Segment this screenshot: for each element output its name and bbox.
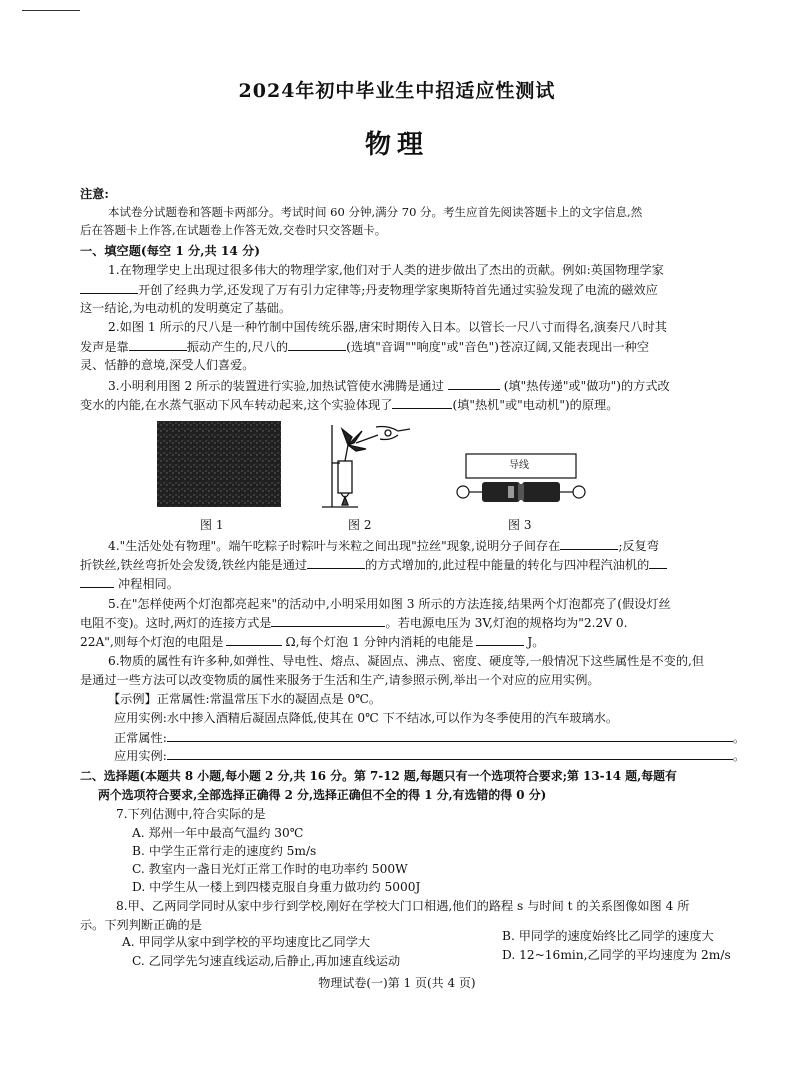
q8-option-b[interactable]: B. 甲同学的速度始终比乙同学的速度大: [502, 929, 714, 943]
q7-option-a[interactable]: A. 郑州一年中最高气温约 30℃: [132, 826, 304, 840]
q8-stem-1: 8.甲、乙两同学同时从家中步行到学校,刚好在学校大门口相遇,他们的路程 s 与时间 t 的关系图像如图 4 所: [116, 899, 690, 913]
q3-line-1: 3.小明利用图 2 所示的装置进行实验,加热试管使水沸腾是通过 (填"热传递"或"做功")的方式改: [108, 379, 670, 393]
q6-application-blank[interactable]: [167, 747, 733, 760]
figure-1-caption: 图 1: [200, 518, 224, 532]
q1-line-3: 这一结论,为电动机的发明奠定了基础。: [80, 301, 292, 315]
q8-option-a[interactable]: A. 甲同学从家中到学校的平均速度比乙同学大: [122, 935, 371, 949]
q5-blank-2[interactable]: [226, 633, 282, 646]
q3-line-2: 变水的内能,在水蒸气驱动下风车转动起来,这个实验体现了 (填"热机"或"电动机")的原理。: [80, 398, 619, 412]
q2-line-2: 发声是靠 振动产生的,尺八的 (选填"音调""响度"或"音色")苍凉辽阔,又能表现出一种空: [80, 340, 650, 354]
q4-blank-3[interactable]: [649, 556, 667, 569]
q5-blank-1[interactable]: [271, 614, 385, 627]
q7-stem: 7.下列估测中,符合实际的是: [116, 807, 266, 821]
q2-blank-2[interactable]: [288, 338, 346, 351]
q1-blank-1[interactable]: [80, 281, 138, 294]
subject-title: 物理: [364, 130, 429, 160]
q4-line-3: 冲程相同。: [80, 575, 179, 592]
q5-line-2: 电阻不变)。这时,两灯的连接方式是 。若电源电压为 3V,灯泡的规格均为"2.2V 0.: [80, 616, 628, 630]
q6-answer-application: 应用实例: 。: [114, 749, 746, 763]
section-2-heading-1: 二、选择题(本题共 8 小题,每小题 2 分,共 16 分。第 7-12 题,每题只有一个选项符合要求;第 13-14 题,每题有: [80, 769, 677, 783]
q2-line-1: 2.如图 1 所示的尺八是一种竹制中国传统乐器,唐宋时期传入日本。以管长一尺八寸而得名,演奏尺八时其: [108, 320, 667, 334]
section-2-heading-2: 两个选项符合要求,全部选择正确得 2 分,选择正确但不全的得 1 分,有选错的得 0 分): [98, 788, 547, 802]
q7-option-d[interactable]: D. 中学生从一楼上到四楼克服自身重力做功约 5000J: [132, 880, 421, 894]
q3-blank-2[interactable]: [392, 396, 452, 409]
q7-option-c[interactable]: C. 教室内一盏日光灯正常工作时的电功率约 500W: [132, 862, 408, 876]
q1-line-1: 1.在物理学史上出现过很多伟大的物理学家,他们对于人类的进步做出了杰出的贡献。例如:英国物理学家: [108, 263, 664, 277]
q5-blank-3[interactable]: [476, 633, 524, 646]
q6-line-1: 6.物质的属性有许多种,如弹性、导电性、熔点、凝固点、沸点、密度、硬度等,一般情况下这些属性是不变的,但: [108, 654, 705, 668]
q6-example-application: 应用实例:水中掺入酒精后凝固点降低,使其在 0℃ 下不结冰,可以作为冬季使用的汽车玻璃水。: [114, 711, 619, 725]
q6-example-property: 【示例】正常属性:常温常压下水的凝固点是 0℃。: [108, 692, 382, 706]
q8-option-c[interactable]: C. 乙同学先匀速直线运动,后静止,再加速直线运动: [132, 954, 401, 968]
q6-line-2: 是通过一些方法可以改变物质的属性来服务于生活和生产,请参照示例,举出一个对应的应用实例。: [80, 673, 600, 687]
q4-line-1: 4."生活处处有物理"。端午吃粽子时粽叶与米粒之间出现"拉丝"现象,说明分子间存在 ;反复弯: [108, 539, 659, 553]
q4-blank-2[interactable]: [307, 556, 365, 569]
q4-line-2: 折铁丝,铁丝弯折处会发烫,铁丝内能是通过 的方式增加的,此过程中能量的转化与四冲程汽油机的: [80, 556, 667, 573]
q8-option-d[interactable]: D. 12~16min,乙同学的平均速度为 2m/s: [502, 948, 731, 962]
notice-label: 注意:: [80, 187, 109, 201]
q6-answer-property: 正常属性: 。: [114, 731, 746, 745]
q1-line-2: 开创了经典力学,还发现了万有引力定律等;丹麦物理学家奥斯特首先通过实验发现了电流的磁效应: [80, 281, 658, 298]
q7-option-b[interactable]: B. 中学生正常行走的速度约 5m/s: [132, 844, 317, 858]
figure-2-caption: 图 2: [348, 518, 372, 532]
exam-title: 2024年初中毕业生中招适应性测试: [238, 80, 556, 102]
section-1-heading: 一、填空题(每空 1 分,共 14 分): [80, 244, 261, 258]
q2-line-3: 灵、恬静的意境,深受人们喜爱。: [80, 358, 255, 372]
figure-3-wire-label: 导线: [509, 460, 529, 471]
q5-line-3: 22A",则每个灯泡的电阻是 Ω,每个灯泡 1 分钟内消耗的电能是 J。: [80, 635, 545, 649]
q5-line-1: 5.在"怎样使两个灯泡都亮起来"的活动中,小明采用如图 3 所示的方法连接,结果两个灯泡都亮了(假设灯丝: [108, 597, 671, 611]
notice-line-2: 后在答题卡上作答,在试题卷上作答无效,交卷时只交答题卡。: [80, 223, 387, 237]
figure-2-steam-apparatus: [318, 417, 418, 513]
q4-blank-1[interactable]: [560, 537, 618, 550]
top-rule: [22, 10, 80, 11]
q2-blank-1[interactable]: [129, 338, 187, 351]
q8-stem-2: 示。下列判断正确的是: [80, 918, 202, 932]
q3-blank-1[interactable]: [448, 377, 500, 390]
q6-property-blank[interactable]: [167, 729, 733, 742]
figure-1-chiba-photo: [157, 421, 281, 507]
page-footer: 物理试卷(一)第 1 页(共 4 页): [318, 976, 476, 990]
q4-blank-3b[interactable]: [80, 575, 114, 588]
notice-line-1: 本试卷分试题卷和答题卡两部分。考试时间 60 分钟,满分 70 分。考生应首先阅读答题卡上的文字信息,然: [108, 205, 643, 219]
figure-3-caption: 图 3: [508, 518, 532, 532]
